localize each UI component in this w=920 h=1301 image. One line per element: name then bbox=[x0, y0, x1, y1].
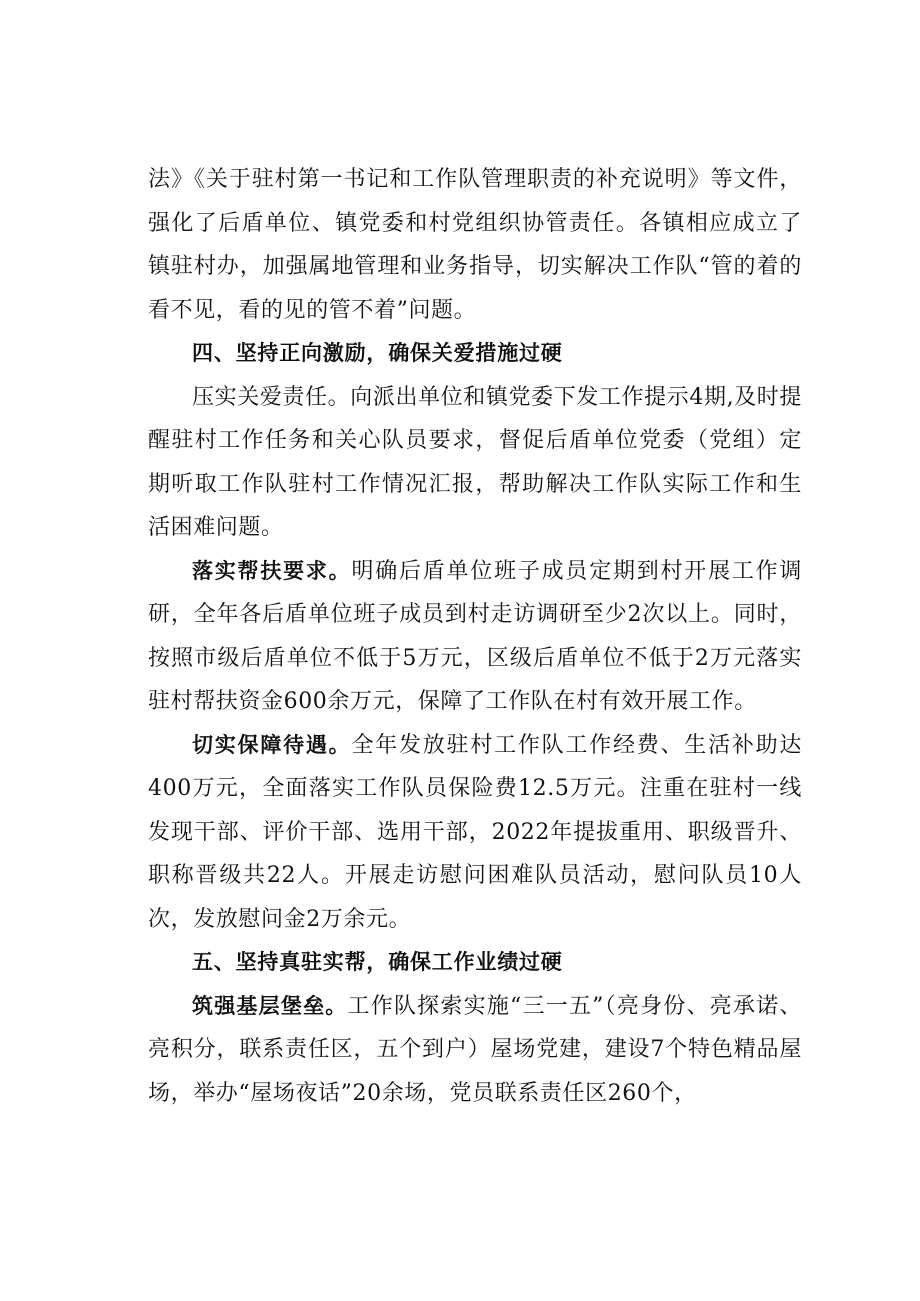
paragraph-body-benefits: 全年发放驻村工作队工作经费、生活补助达400万元，全面落实工作队员保险费12.5万元。注重在驻村一线发现干部、评价干部、选用干部，2022年提拔重用、职级晋升、职称晋级共22人。开展走访慰问困难队员活动，慰问队员10人次，发放慰问金2万余元。 bbox=[148, 732, 803, 932]
paragraph-continuation: 法》《关于驻村第一书记和工作队管理职责的补充说明》等文件，强化了后盾单位、镇党委和村党组织协管责任。各镇相应成立了镇驻村办，加强属地管理和业务指导，切实解决工作队“管的着的看不见，看的见的管不着”问题。 bbox=[148, 167, 802, 323]
paragraph-lead-benefits: 切实保障待遇。 bbox=[192, 732, 352, 757]
paragraph-lead-grassroots: 筑强基层堡垒。 bbox=[192, 993, 348, 1018]
paragraph-body-assistance: 明确后盾单位班子成员定期到村开展工作调研，全年各后盾单位班子成员到村走访调研至少2次以上。同时，按照市级后盾单位不低于5万元，区级后盾单位不低于2万元落实驻村帮扶资金600余万元，保障了工作队在村有效开展工作。 bbox=[148, 558, 803, 714]
paragraph-benefits bbox=[148, 724, 802, 942]
paragraph-lead-assistance: 落实帮扶要求。 bbox=[192, 558, 352, 583]
section-heading-4: 四、坚持正向激励，确保关爱措施过硬 bbox=[192, 341, 563, 365]
document-page bbox=[148, 158, 802, 1115]
paragraph-care-responsibility: 压实关爱责任。向派出单位和镇党委下发工作提示4期,及时提醒驻村工作任务和关心队员要求，督促后盾单位党委（党组）定期听取工作队驻村工作情况汇报，帮助解决工作队实际工作和生活困难问题。 bbox=[148, 384, 802, 540]
section-heading-5: 五、坚持真驻实帮，确保工作业绩过硬 bbox=[192, 950, 563, 974]
paragraph-assistance-requirements bbox=[148, 550, 802, 724]
paragraph-grassroots bbox=[148, 985, 802, 1116]
paragraph-body-grassroots: 工作队探索实施“三一五”（亮身份、亮承诺、亮积分，联系责任区，五个到户）屋场党建，建设7个特色精品屋场，举办“屋场夜话”20余场，党员联系责任区260个， bbox=[148, 993, 802, 1106]
